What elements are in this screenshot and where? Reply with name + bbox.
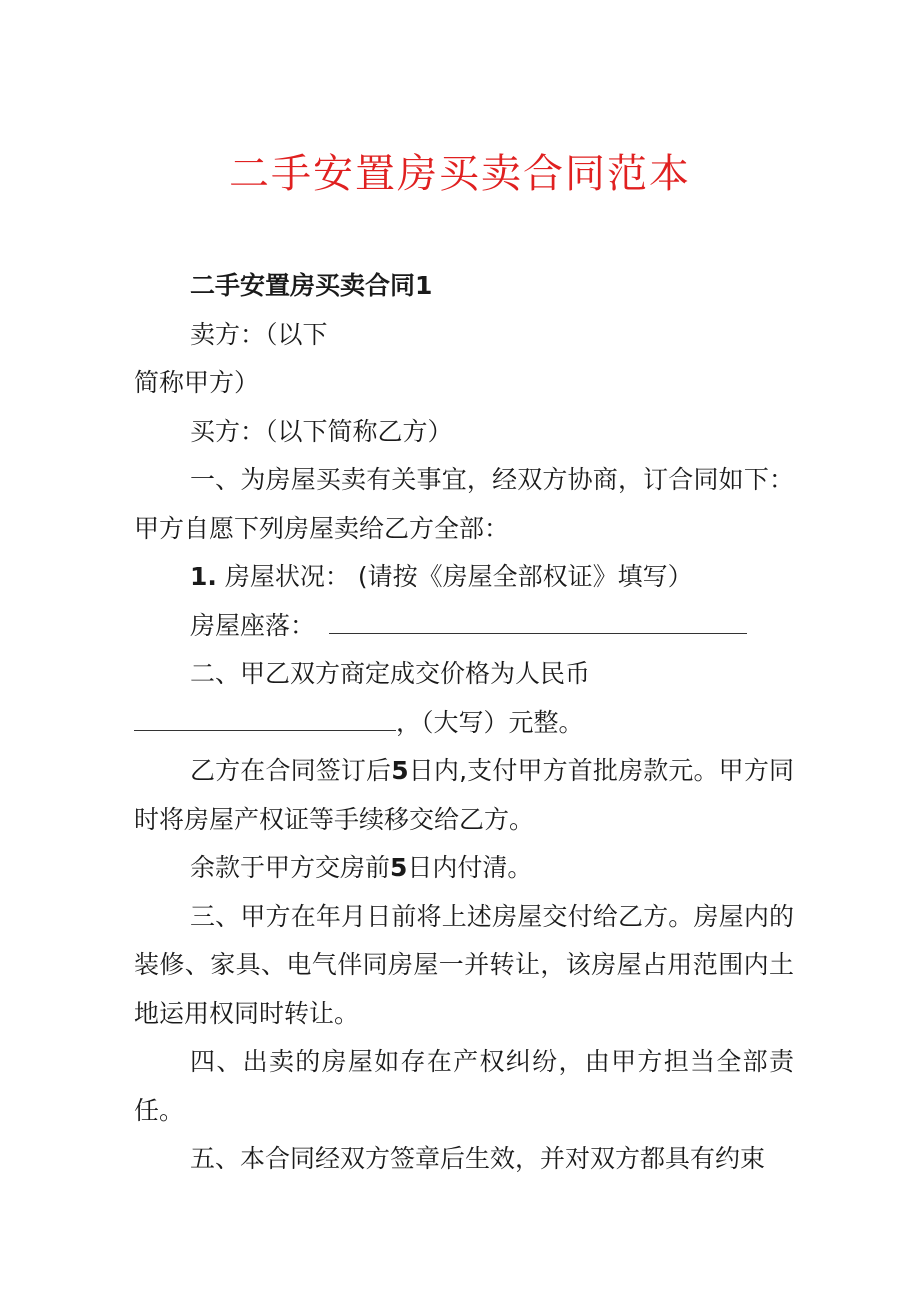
contract-body: [134, 262, 794, 1184]
price-line: [134, 699, 794, 748]
price-blank: [134, 704, 396, 731]
payment-paragraph: [134, 747, 794, 844]
clause-3: 三、甲方在年月日前将上述房屋交付给乙方。房屋内的装修、家具、电气伴同房屋一并转让，该房屋占用范围内土地运用权同时转让。: [134, 901, 794, 1028]
clause-1: 一、为房屋买卖有关事宜，经双方协商，订合同如下：甲方自愿下列房屋卖给乙方全部：: [134, 465, 794, 543]
seller-line: 卖方：（以下: [190, 319, 328, 349]
item-1-number: 1.: [190, 562, 217, 591]
balance-paragraph: [134, 844, 794, 893]
location-blank: [329, 607, 747, 634]
document-title: 二手安置房买卖合同范本: [229, 151, 691, 197]
balance-days: 5: [390, 853, 408, 882]
item-1: [134, 553, 794, 602]
clause-4: 四、出卖的房屋如存在产权纠纷，由甲方担当全部责任。: [134, 1047, 794, 1125]
payment-text-b: 日内,支付甲方首批房款元。甲方同时将房屋产权证等手续移交给乙方。: [134, 756, 794, 834]
seller-line-cont: 简称甲方）: [134, 368, 260, 397]
clause-2: 二、甲乙双方商定成交价格为人民币: [190, 659, 591, 688]
location-label: 房屋座落：: [190, 610, 316, 640]
payment-text-a: 乙方在合同签订后: [190, 756, 392, 785]
contract-subtitle: 二手安置房买卖合同1: [190, 271, 433, 300]
item-1-note: (请按《房屋全部权证》填写）: [357, 562, 693, 591]
payment-days: 5: [391, 756, 409, 785]
item-1-label: 房屋状况：: [224, 562, 350, 591]
buyer-line: 买方：（以下简称乙方）: [190, 416, 453, 446]
location-line: [134, 602, 794, 651]
price-suffix: ，（大写）元整。: [396, 707, 584, 737]
clause-5: 五、本合同经双方签章后生效，并对双方都具有约束: [190, 1144, 766, 1173]
balance-text-a: 余款于甲方交房前: [190, 853, 391, 882]
balance-text-b: 日内付清。: [407, 853, 533, 882]
